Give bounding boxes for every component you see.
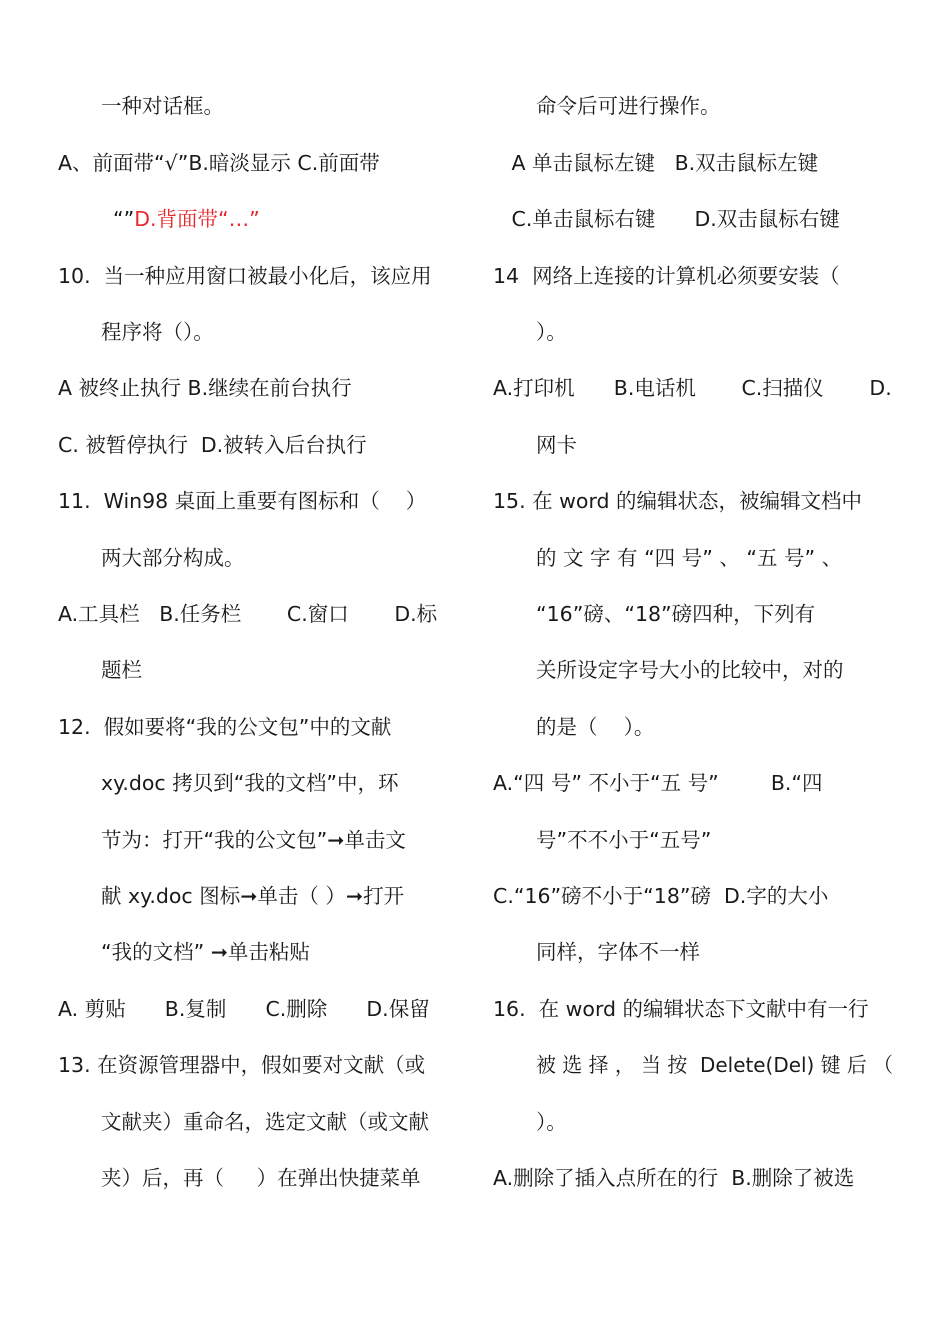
option-line: A.打印机 B.电话机 C.扫描仪 D. bbox=[493, 376, 892, 400]
text-line: 命令后可进行操作。 bbox=[536, 94, 721, 118]
highlighted-option: D.背面带“…” bbox=[134, 207, 260, 231]
question-14: 14 网络上连接的计算机必须要安装（ bbox=[493, 264, 840, 288]
option-line: A. 剪贴 B.复制 C.删除 D.保留 bbox=[58, 997, 430, 1021]
text-line: 题栏 bbox=[101, 658, 142, 682]
text-line: 被 选 择 ， 当 按 Delete(Del) 键 后 （ bbox=[536, 1053, 894, 1077]
option-line: A.工具栏 B.任务栏 C.窗口 D.标 bbox=[58, 602, 438, 626]
text-line: ）。 bbox=[536, 1110, 567, 1134]
option-line: A、前面带“√”B.暗淡显示 C.前面带 bbox=[58, 151, 380, 175]
option-line: A 被终止执行 B.继续在前台执行 bbox=[58, 376, 352, 400]
text-line: 两大部分构成。 bbox=[101, 546, 245, 570]
text-line: 文献夹）重命名，选定文献（或文献 bbox=[101, 1110, 429, 1134]
question-12: 12. 假如要将“我的公文包”中的文献 bbox=[58, 715, 392, 739]
question-15: 15. 在 word 的编辑状态，被编辑文档中 bbox=[493, 489, 863, 513]
option-line: C.单击鼠标右键 D.双击鼠标右键 bbox=[505, 207, 840, 231]
text-line: 网卡 bbox=[536, 433, 577, 457]
question-10: 10. 当一种应用窗口被最小化后，该应用 bbox=[58, 264, 432, 288]
text-line: “我的文档” ➞单击粘贴 bbox=[101, 940, 310, 964]
option-line: A.删除了插入点所在的行 B.删除了被选 bbox=[493, 1166, 855, 1190]
text-line: 的是（ ）。 bbox=[536, 715, 655, 739]
option-line bbox=[113, 203, 260, 235]
option-line: C. 被暂停执行 D.被转入后台执行 bbox=[58, 433, 367, 457]
text-line: xy.doc 拷贝到“我的文档”中，环 bbox=[101, 771, 399, 795]
text-line: 的 文 字 有 “四 号” 、 “五 号” 、 bbox=[536, 546, 843, 570]
text-line: 同样，字体不一样 bbox=[536, 940, 700, 964]
option-line: C.“16”磅不小于“18”磅 D.字的大小 bbox=[493, 884, 829, 908]
text-line: ）。 bbox=[536, 320, 567, 344]
text-line: 号”不不小于“五号” bbox=[536, 828, 712, 852]
text-line: 程序将（）。 bbox=[101, 320, 214, 344]
text-line: 夹）后，再（ ）在弹出快捷菜单 bbox=[101, 1166, 421, 1190]
question-11: 11. Win98 桌面上重要有图标和（ ） bbox=[58, 489, 427, 513]
text-line: 节为：打开“我的公文包”➞单击文 bbox=[101, 828, 406, 852]
question-16: 16. 在 word 的编辑状态下文献中有一行 bbox=[493, 997, 869, 1021]
option-line: A 单击鼠标左键 B.双击鼠标左键 bbox=[505, 151, 819, 175]
text-line: 一种对话框。 bbox=[101, 94, 224, 118]
text-line: “16”磅、“18”磅四种，下列有 bbox=[536, 602, 816, 626]
option-line: A.“四 号” 不小于“五 号” B.“四 bbox=[493, 771, 823, 795]
text-line: 关所设定字号大小的比较中，对的 bbox=[536, 658, 844, 682]
option-text: “” bbox=[113, 207, 135, 231]
question-13: 13. 在资源管理器中，假如要对文献（或 bbox=[58, 1053, 426, 1077]
text-line: 献 xy.doc 图标➞单击（ ）➞打开 bbox=[101, 884, 405, 908]
